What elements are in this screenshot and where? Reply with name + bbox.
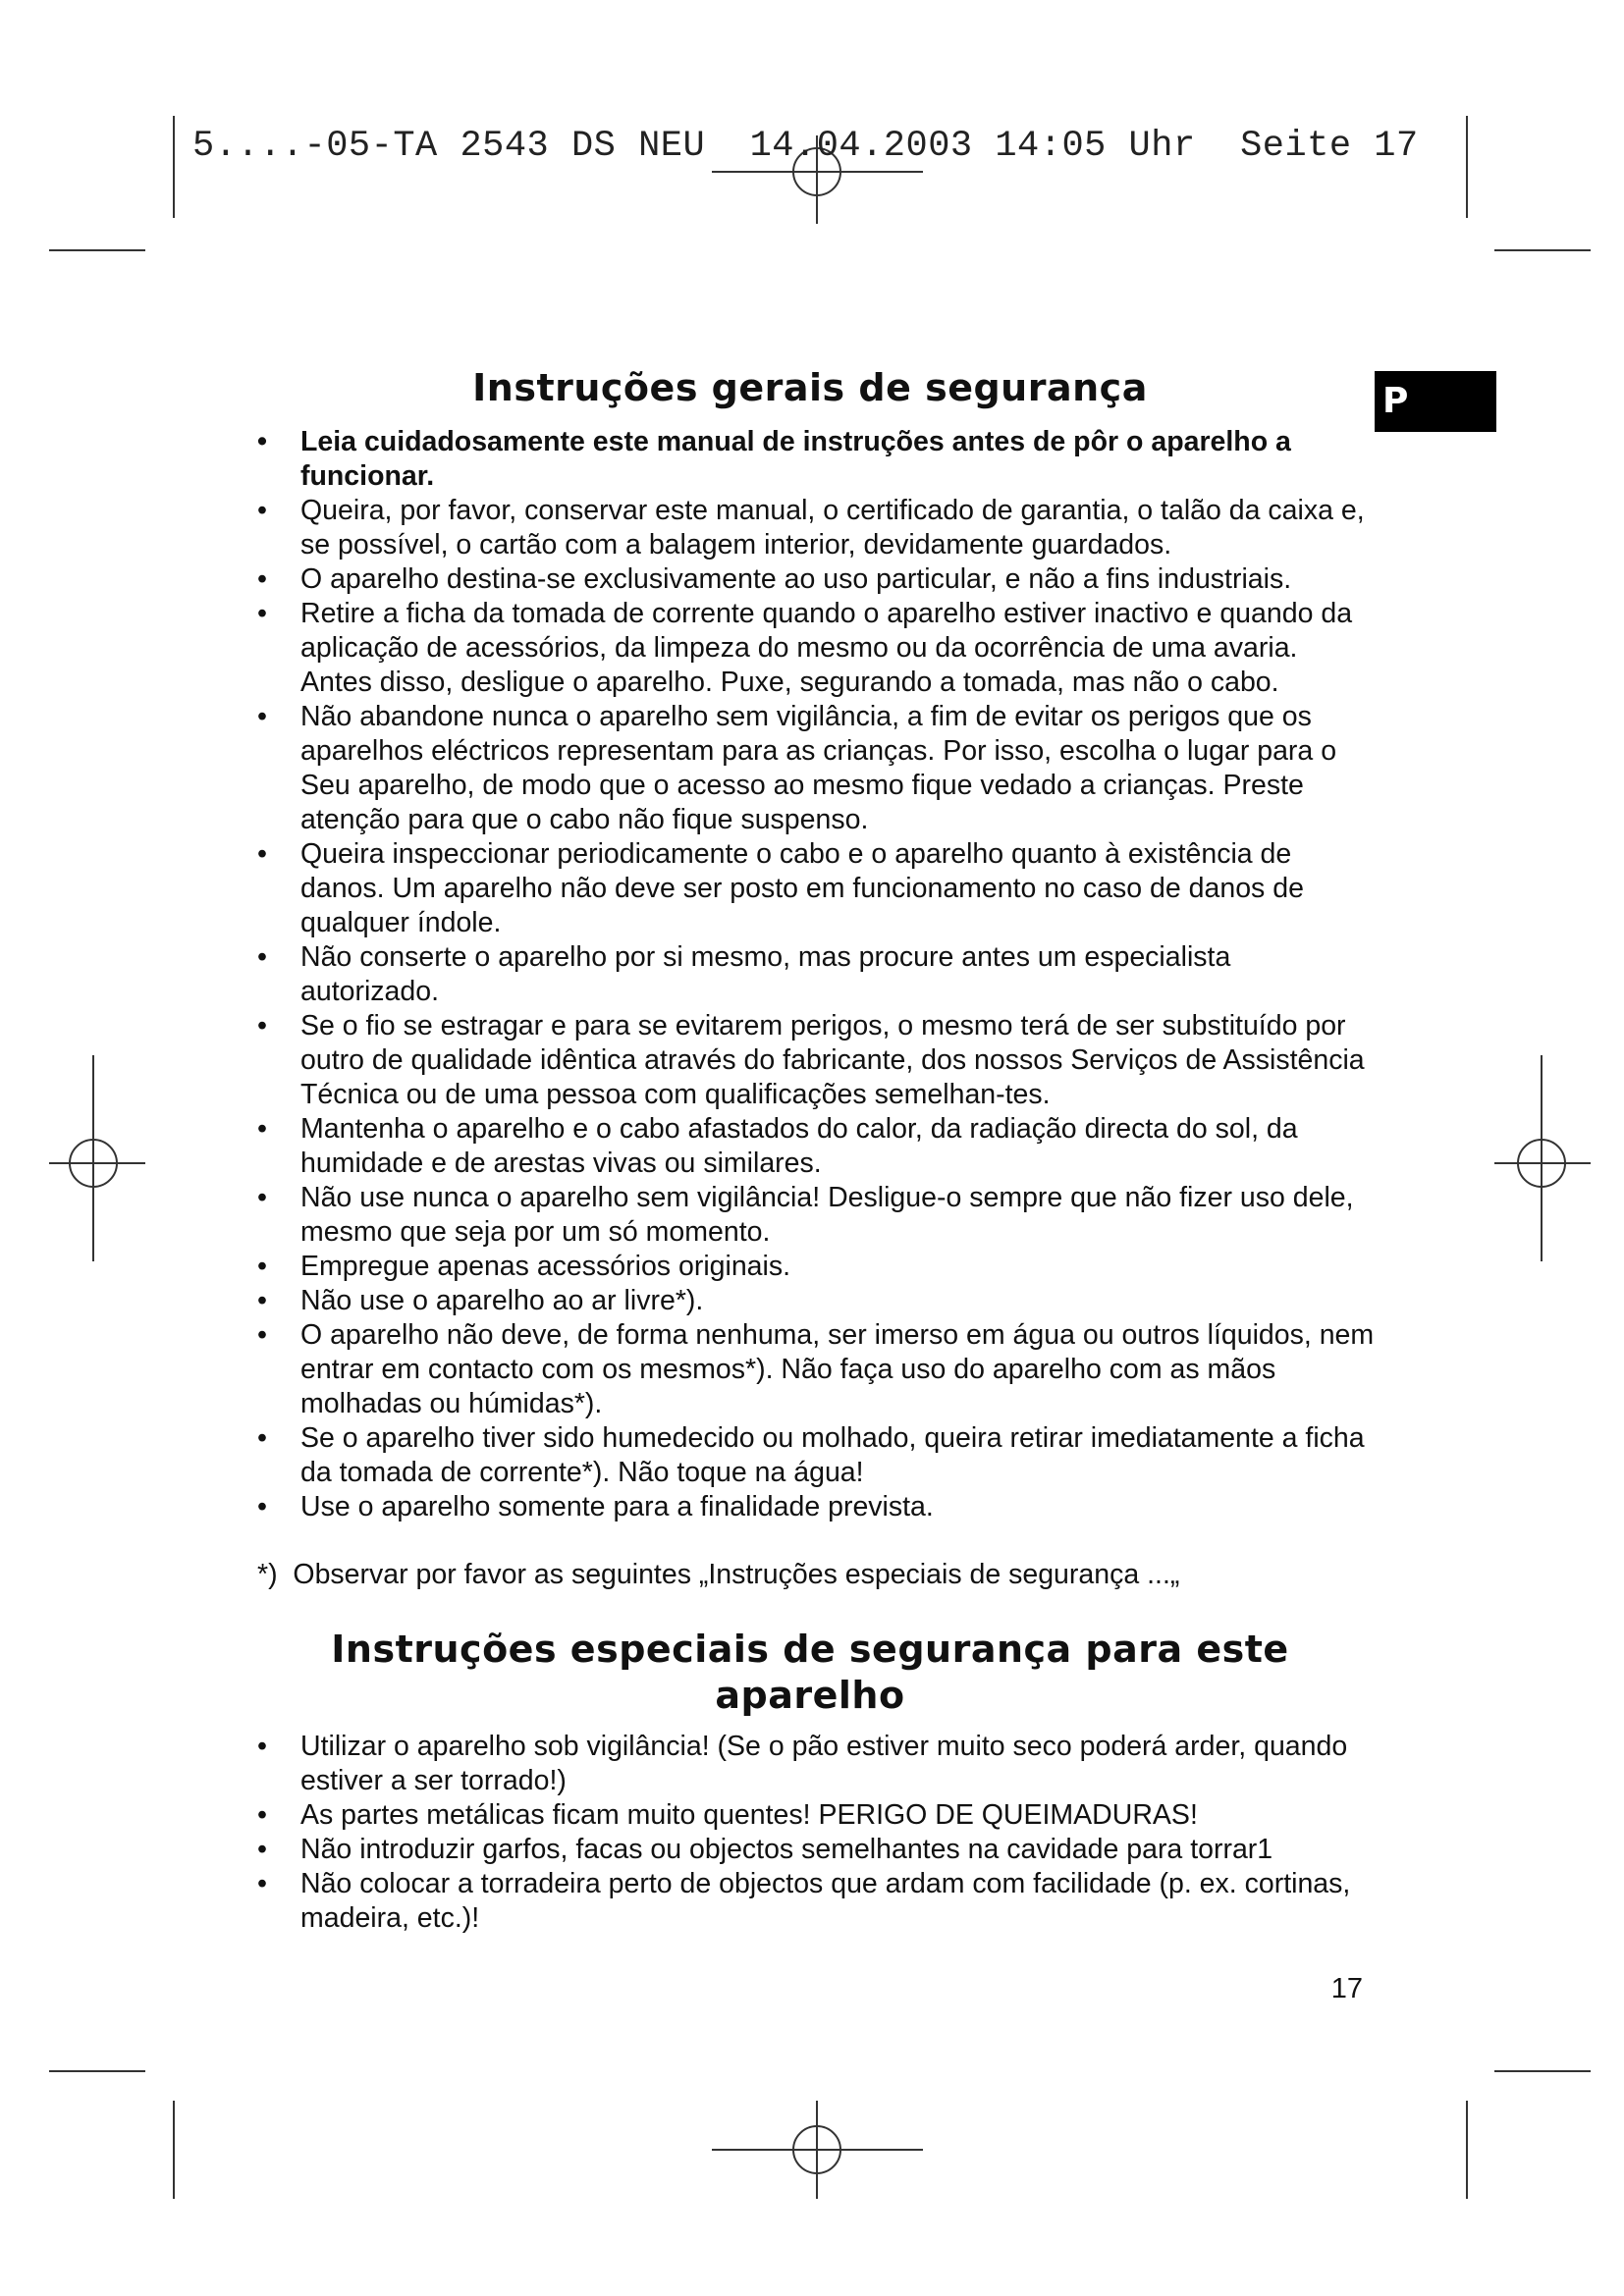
list-item-text: Não use nunca o aparelho sem vigilância! Desligue-o sempre que não fizer uso dele, mesmo que seja por um só momento. — [300, 1182, 1354, 1248]
list-item — [253, 1730, 1375, 1798]
bullet-icon: • — [257, 1834, 267, 1865]
list-item-text: Utilizar o aparelho sob vigilância! (Se o pão estiver muito seco poderá arder, quando estiver a ser torrado!) — [300, 1731, 1348, 1796]
bullet-icon: • — [257, 1010, 267, 1041]
special-safety-list — [253, 1730, 1375, 1936]
list-item-text: Empregue apenas acessórios originais. — [300, 1251, 791, 1282]
list-item — [253, 1112, 1375, 1181]
list-item-text: Não conserte o aparelho por si mesmo, mas procure antes um especialista autorizado. — [300, 941, 1231, 1007]
list-item — [253, 700, 1375, 837]
list-item-text: Se o aparelho tiver sido humedecido ou molhado, queira retirar imediatamente a ficha da tomada de corrente*). Não toque na água! — [300, 1422, 1365, 1488]
list-item-text: Se o fio se estragar e para se evitarem perigos, o mesmo terá de ser substituído por outro de qualidade idêntica através do fabricante, dos nossos Serviços de Assistência Técnica ou de uma pessoa com qualificações semelhan-tes. — [300, 1010, 1365, 1110]
general-safety-list — [253, 425, 1375, 1524]
page-number: 17 — [1330, 1973, 1363, 2004]
list-item — [253, 1318, 1375, 1421]
list-item-text: Não use o aparelho ao ar livre*). — [300, 1285, 704, 1316]
bullet-icon: • — [257, 1799, 267, 1831]
bullet-icon: • — [257, 1491, 267, 1522]
list-item — [253, 425, 1375, 494]
list-item — [253, 837, 1375, 940]
bullet-icon: • — [257, 838, 267, 870]
list-item-text: Mantenha o aparelho e o cabo afastados do calor, da radiação directa do sol, da humidade e de arestas vivas ou similares. — [300, 1113, 1298, 1179]
list-item-text: O aparelho não deve, de forma nenhuma, ser imerso em água ou outros líquidos, nem entrar em contacto com os mesmos*). Não faça uso do aparelho com as mãos molhadas ou húmidas*). — [300, 1319, 1375, 1419]
bullet-icon: • — [257, 701, 267, 732]
list-item — [253, 1867, 1375, 1936]
list-item-text: Não abandone nunca o aparelho sem vigilância, a fim de evitar os perigos que os aparelhos eléctricos representam para as crianças. Por isso, escolha o lugar para o Seu aparelho, de modo que o acesso ao mesmo fique vedado a crianças. Preste atenção para que o cabo não fique suspenso. — [300, 701, 1337, 835]
bullet-icon: • — [257, 598, 267, 629]
list-item-text: Não introduzir garfos, facas ou objectos semelhantes na cavidade para torrar1 — [300, 1834, 1273, 1865]
bullet-icon: • — [257, 1319, 267, 1351]
section-title-special-safety: Instruções especiais de segurança para este aparelho — [331, 1628, 1289, 1717]
list-item — [253, 1833, 1375, 1867]
bullet-icon: • — [257, 1182, 267, 1213]
list-item-text: As partes metálicas ficam muito quentes! PERIGO DE QUEIMADURAS! — [300, 1799, 1198, 1831]
list-item-text: Retire a ficha da tomada de corrente quando o aparelho estiver inactivo e quando da aplicação de acessórios, da limpeza do mesmo ou da ocorrência de uma avaria. Antes disso, desligue o aparelho. Puxe, segurando a tomada, mas não o cabo. — [300, 598, 1353, 698]
list-item — [253, 494, 1375, 562]
bullet-icon: • — [257, 1868, 267, 1899]
bullet-icon: • — [257, 1113, 267, 1145]
bullet-icon: • — [257, 1731, 267, 1762]
list-item-text: Queira, por favor, conservar este manual, o certificado de garantia, o talão da caixa e, se possível, o cartão com a balagem interior, devidamente guardados. — [300, 495, 1365, 561]
list-item — [253, 1284, 1375, 1318]
list-item — [253, 1181, 1375, 1250]
bullet-icon: • — [257, 1251, 267, 1282]
list-item — [253, 1798, 1375, 1833]
bullet-icon: • — [257, 1285, 267, 1316]
section-title-general-safety: Instruções gerais de segurança — [472, 366, 1148, 409]
list-item-text: Queira inspeccionar periodicamente o cabo e o aparelho quanto à existência de danos. Um aparelho não deve ser posto em funcionamento no caso de danos de qualquer índole. — [300, 838, 1304, 938]
language-tab: P — [1375, 371, 1496, 432]
print-slug-header: 5....-05-TA 2543 DS NEU 14.04.2003 14:05 Uhr Seite 17 — [192, 126, 1419, 167]
list-item-text: Leia cuidadosamente este manual de instruções antes de pôr o aparelho a funcionar. — [300, 426, 1291, 492]
list-item-text: O aparelho destina-se exclusivamente ao uso particular, e não a fins industriais. — [300, 563, 1292, 595]
list-item — [253, 1009, 1375, 1112]
list-item-text: Não colocar a torradeira perto de objectos que ardam com facilidade (p. ex. cortinas, madeira, etc.)! — [300, 1868, 1351, 1934]
bullet-icon: • — [257, 941, 267, 973]
bullet-icon: • — [257, 563, 267, 595]
bullet-icon: • — [257, 495, 267, 526]
bullet-icon: • — [257, 426, 267, 457]
list-item-text: Use o aparelho somente para a finalidade prevista. — [300, 1491, 934, 1522]
list-item — [253, 1421, 1375, 1490]
list-item — [253, 562, 1375, 597]
footnote: *) Observar por favor as seguintes „Instruções especiais de segurança ...„ — [257, 1559, 1180, 1590]
list-item — [253, 597, 1375, 700]
list-item — [253, 1490, 1375, 1524]
list-item — [253, 1250, 1375, 1284]
list-item — [253, 940, 1375, 1009]
bullet-icon: • — [257, 1422, 267, 1454]
